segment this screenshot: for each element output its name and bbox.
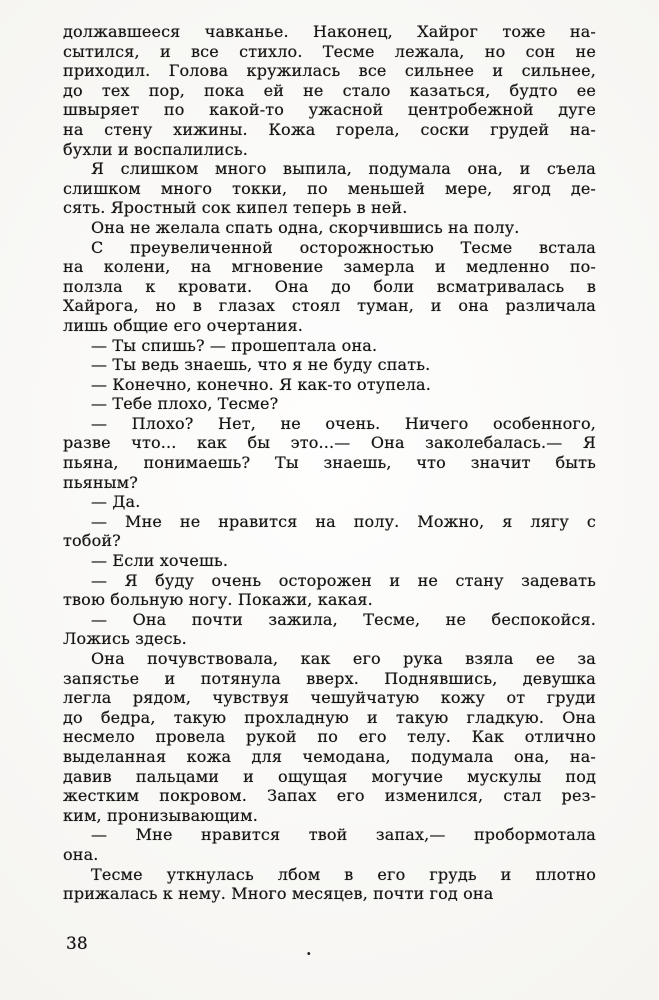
paragraph <box>63 571 596 610</box>
text-line: прижалась к нему. Много месяцев, почти год она <box>63 884 494 904</box>
text-line: давив пальцами и ощущая могучие мускулы под <box>63 766 596 786</box>
text-line: приходил. Голова кружилась все сильнее и сильнее, <box>63 61 596 81</box>
text-line: — Если хочешь. <box>91 551 229 571</box>
paragraph <box>63 551 596 571</box>
text-line: до бедра, такую прохладную и такую гладкую. Она <box>63 707 596 727</box>
text-line: до тех пор, пока ей не стало казаться, будто ее <box>63 80 596 100</box>
text-line: — Ты спишь? — прошептала она. <box>91 335 378 355</box>
text-line: ползла к кровати. Она до боли всматривалась в <box>63 276 596 296</box>
text-line: — Конечно, конечно. Я как-то отупела. <box>91 374 431 394</box>
text-line: — Тебе плохо, Тесме? <box>91 394 279 414</box>
print-speck: . <box>306 940 312 959</box>
text-line: должавшееся чавканье. Наконец, Хайрог тоже на- <box>63 22 596 41</box>
paragraph <box>63 610 596 649</box>
paragraph <box>63 649 596 825</box>
text-line: Она почувствовала, как его рука взяла ее за <box>91 649 596 668</box>
text-line: — Я буду очень осторожен и не стану задевать <box>91 570 596 590</box>
paragraph <box>63 394 596 414</box>
paragraph <box>63 22 596 159</box>
paragraph <box>63 492 596 512</box>
text-line: Я слишком много выпила, подумала она, и съела <box>91 159 596 179</box>
paragraph <box>63 218 596 238</box>
text-block <box>63 22 596 904</box>
paragraph <box>63 414 596 492</box>
text-line: — Плохо? Нет, не очень. Ничего особенного, <box>91 413 596 433</box>
text-line: — Мне нравится твой запах,— пробормотала <box>91 825 596 845</box>
text-line: — Она почти зажила, Тесме, не беспокойся. <box>91 609 596 629</box>
text-line: Ложись здесь. <box>63 629 187 649</box>
text-line: швыряет по какой-то ужасной центробежной дуге <box>63 100 596 120</box>
text-line: Она не желала спать одна, скорчившись на полу. <box>91 217 520 237</box>
text-line: ким, пронизывающим. <box>63 805 259 825</box>
text-line: сытился, и все стихло. Тесме лежала, но сон не <box>63 41 596 61</box>
text-line: выделанная кожа для чемодана, подумала она, на- <box>63 746 596 766</box>
text-line: С преувеличенной осторожностью Тесме встала <box>91 237 596 257</box>
text-line: слишком много токки, по меньшей мере, ягод де- <box>63 178 596 198</box>
text-line: Хайрога, но в глазах стоял туман, и она различала <box>63 296 596 316</box>
paragraph <box>63 825 596 864</box>
paragraph <box>63 159 596 218</box>
text-line: на стену хижины. Кожа горела, соски грудей на- <box>63 119 596 139</box>
paragraph <box>63 355 596 375</box>
text-line: сять. Яростный сок кипел теперь в ней. <box>63 198 408 218</box>
text-line: лишь общие его очертания. <box>63 315 303 335</box>
text-line: бухли и воспалились. <box>63 139 248 159</box>
text-line: — Да. <box>91 492 141 512</box>
text-line: твою больную ногу. Покажи, какая. <box>63 590 373 610</box>
paragraph <box>63 512 596 551</box>
text-line: тобой? <box>63 531 121 551</box>
paragraph <box>63 865 596 904</box>
paragraph <box>63 238 596 336</box>
paragraph <box>63 375 596 395</box>
text-line: на колени, на мгновение замерла и медленно по- <box>63 257 596 277</box>
text-line: запястье и потянула вверх. Поднявшись, девушка <box>63 668 596 688</box>
text-line: Тесме уткнулась лбом в его грудь и плотно <box>91 864 596 884</box>
page-number: 38 <box>66 934 88 954</box>
paragraph <box>63 336 596 356</box>
text-line: несмело провела рукой по его телу. Как отлично <box>63 727 596 747</box>
text-line: — Мне не нравится на полу. Можно, я лягу с <box>91 511 596 531</box>
text-line: пьяным? <box>63 472 138 492</box>
text-line: пьяна, понимаешь? Ты знаешь, что значит быть <box>63 453 596 473</box>
text-line: легла рядом, чувствуя чешуйчатую кожу от груди <box>63 688 596 708</box>
text-line: она. <box>63 844 99 864</box>
text-line: — Ты ведь знаешь, что я не буду спать. <box>91 355 431 375</box>
text-line: жестким покровом. Запах его изменился, стал рез- <box>63 786 596 806</box>
text-line: разве что... как бы это...— Она заколебалась.— Я <box>63 433 596 453</box>
